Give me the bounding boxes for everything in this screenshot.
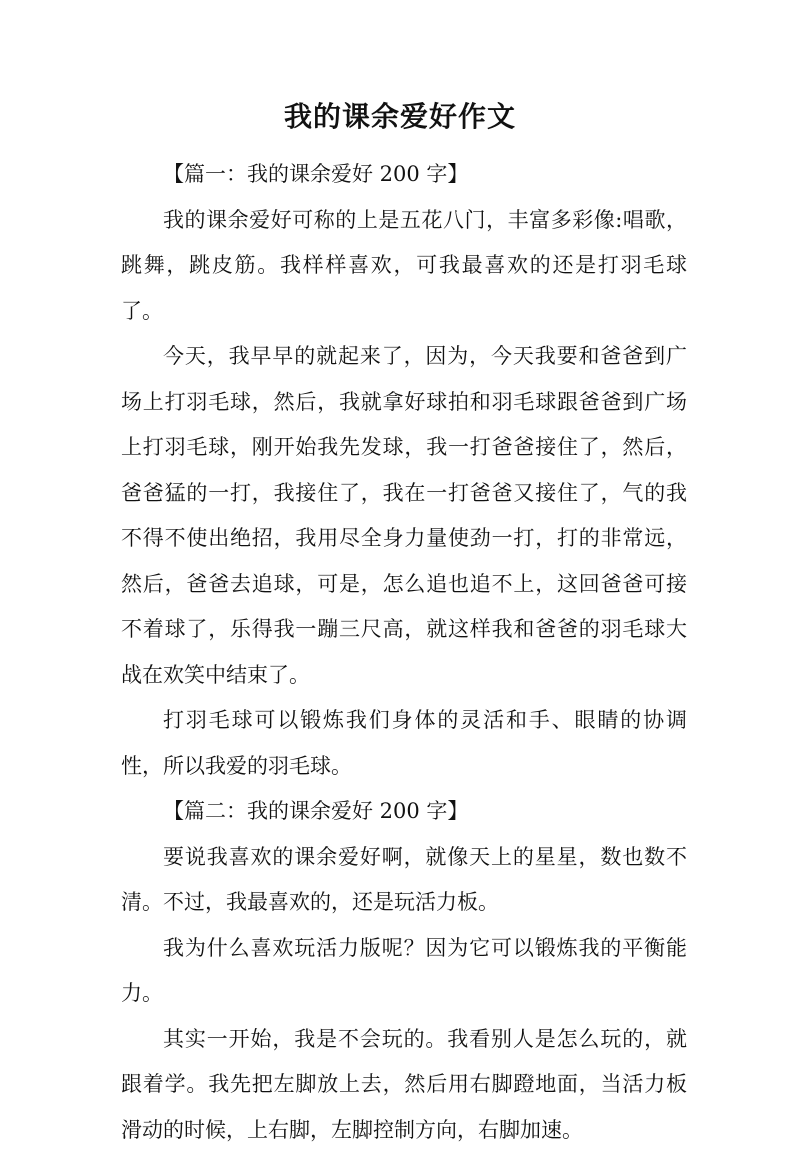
paragraph: 今天，我早早的就起来了，因为，今天我要和爸爸到广场上打羽毛球，然后，我就拿好球拍和羽毛球跟爸爸到广场上打羽毛球，刚开始我先发球，我一打爸爸接住了，然后，爸爸猛的一打，我接住了，我在一打爸爸又接住了，气的我不得不使出绝招，我用尽全身力量使劲一打，打的非常远，然后，爸爸去追球，可是，怎么追也追不上，这回爸爸可接不着球了，乐得我一蹦三尺高，就这样我和爸爸的羽毛球大战在欢笑中结束了。 xyxy=(121,334,687,698)
paragraph: 我的课余爱好可称的上是五花八门，丰富多彩像:唱歌，跳舞，跳皮筋。我样样喜欢，可我最喜欢的还是打羽毛球了。 xyxy=(121,198,687,335)
section-heading-1: 【篇一：我的课余爱好 200 字】 xyxy=(121,152,687,198)
document-title: 我的课余爱好作文 xyxy=(0,97,800,137)
paragraph: 打羽毛球可以锻炼我们身体的灵活和手、眼睛的协调性，所以我爱的羽毛球。 xyxy=(121,698,687,789)
section-heading-2: 【篇二：我的课余爱好 200 字】 xyxy=(121,789,687,835)
paragraph: 其实一开始，我是不会玩的。我看别人是怎么玩的，就跟着学。我先把左脚放上去，然后用右脚蹬地面，当活力板滑动的时候，上右脚，左脚控制方向，右脚加速。 xyxy=(121,1017,687,1153)
paragraph: 要说我喜欢的课余爱好啊，就像天上的星星，数也数不清。不过，我最喜欢的，还是玩活力板。 xyxy=(121,835,687,926)
paragraph: 我为什么喜欢玩活力版呢？因为它可以锻炼我的平衡能力。 xyxy=(121,926,687,1017)
document-body xyxy=(121,152,687,1153)
